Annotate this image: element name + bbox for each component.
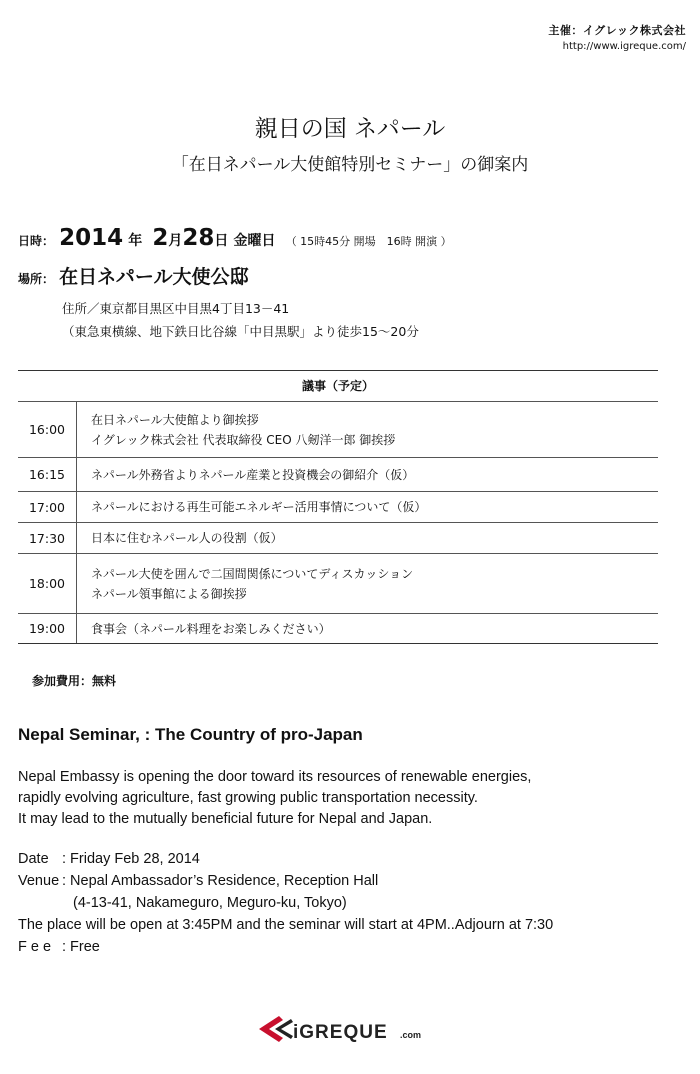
agenda-line: ネパール大使を囲んで二国間関係についてディスカッション (91, 566, 414, 581)
date-day: 28 (182, 225, 215, 251)
agenda-line: ネパールにおける再生可能エネルギー活用事情について（仮） (91, 500, 427, 514)
venue-address: 住所／東京都目黒区中目黒4丁目13－41 (62, 301, 290, 316)
agenda-line: ネパール外務省よりネパール産業と投資機会の御紹介（仮） (91, 467, 415, 482)
date-times: （ 15時45分 開場 16時 開演 ） (285, 235, 452, 248)
agenda-desc (77, 458, 658, 491)
igreque-logo (257, 1012, 437, 1046)
agenda-line: 在日ネパール大使館より御挨拶 (91, 412, 259, 427)
date-day-unit: 日 (214, 233, 229, 249)
english-fee-value: : Free (62, 939, 100, 955)
english-date-value: : Friday Feb 28, 2014 (62, 851, 200, 867)
fee-japanese: 参加費用：無料 (32, 674, 117, 688)
venue-name: 在日ネパール大使公邸 (59, 266, 249, 288)
agenda-time: 17:00 (18, 492, 77, 522)
agenda-row (18, 554, 658, 614)
date-year-unit: 年 (128, 233, 143, 249)
venue-access: （東急東横線、地下鉄日比谷線「中目黒駅」より徒歩15～20分 (62, 324, 419, 339)
english-venue-address: (4-13-41, Nakameguro, Meguro-ku, Tokyo) (73, 895, 347, 911)
sponsor-block (548, 22, 686, 52)
agenda-row (18, 458, 658, 492)
english-date-line (18, 848, 553, 870)
agenda-desc (77, 402, 658, 457)
english-venue-line (18, 870, 553, 892)
english-venue-key: Venue (18, 873, 60, 889)
agenda-line: イグレック株式会社 代表取締役 CEO 八剱洋一郎 御挨拶 (91, 432, 396, 447)
date-month: 2 (152, 225, 169, 251)
agenda-time: 17:30 (18, 523, 77, 553)
date-weekday: 金曜日 (233, 233, 276, 249)
english-body-line: It may lead to the mutually beneficial future for Nepal and Japan. (18, 811, 433, 827)
agenda-desc (77, 614, 658, 643)
venue-label: 場所： (18, 272, 55, 286)
page-title: 親日の国 ネパール (254, 116, 446, 142)
agenda-row (18, 523, 658, 554)
english-body (18, 767, 531, 830)
english-date-key: Date (18, 851, 49, 867)
agenda-row (18, 402, 658, 458)
page-subtitle: 「在日ネパール大使館特別セミナー」の御案内 (171, 155, 529, 175)
agenda-time: 16:15 (18, 458, 77, 491)
logo-wordmark: iGREQUE (293, 1022, 388, 1043)
agenda-row (18, 614, 658, 643)
english-body-line: Nepal Embassy is opening the door toward its resources of renewable energies, (18, 769, 532, 785)
english-venue-value: : Nepal Ambassador’s Residence, Reception Hall (62, 873, 379, 889)
agenda-desc (77, 523, 658, 553)
agenda-desc (77, 554, 658, 613)
english-details (18, 848, 553, 958)
english-title: Nepal Seminar, : The Country of pro-Japan (18, 725, 363, 744)
agenda-header: 議事（予定） (18, 371, 658, 402)
agenda-line: 日本に住むネパール人の役割（仮） (91, 531, 283, 545)
agenda-row (18, 492, 658, 523)
event-date-line (18, 225, 452, 251)
date-label: 日時： (18, 234, 55, 248)
agenda-table (18, 370, 658, 644)
agenda-time: 18:00 (18, 554, 77, 613)
date-year: 2014 (59, 225, 124, 251)
igreque-logo-mark (257, 1012, 437, 1046)
sponsor-url[interactable]: http://www.igreque.com/ (562, 41, 686, 52)
agenda-time: 16:00 (18, 402, 77, 457)
english-schedule: The place will be open at 3:45PM and the seminar will start at 4PM..Adjourn at 7:30 (18, 917, 554, 933)
agenda-time: 19:00 (18, 614, 77, 643)
agenda-desc (77, 492, 658, 522)
agenda-line: 食事会（ネパール料理をお楽しみください） (91, 621, 331, 636)
agenda-line: ネパール領事館による御挨拶 (91, 586, 247, 601)
english-body-line: rapidly evolving agriculture, fast growing public transportation necessity. (18, 790, 478, 806)
venue-address-block (62, 297, 419, 343)
event-venue-line (18, 262, 249, 289)
english-fee-line (18, 936, 553, 958)
sponsor-name: 主催：イグレック株式会社 (548, 24, 686, 37)
date-month-unit: 月 (168, 233, 183, 249)
english-fee-key: F e e (18, 939, 52, 955)
logo-suffix: .com (400, 1030, 422, 1040)
